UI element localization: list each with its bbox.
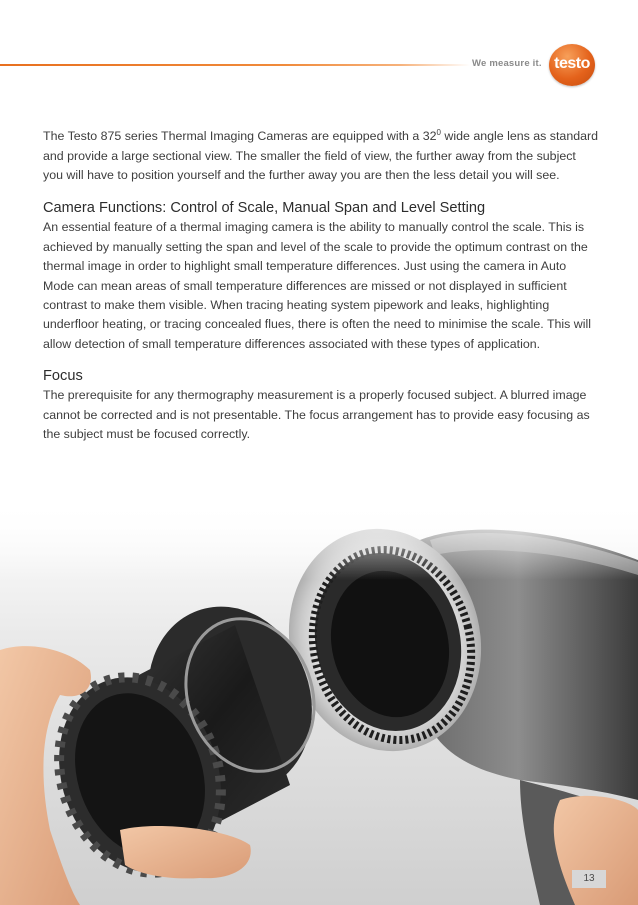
tagline: We measure it. [472,58,542,69]
logo-text: testo [554,55,590,72]
section-camera-functions [43,199,599,354]
testo-logo [549,44,595,86]
section-body: The prerequisite for any thermography measurement is a properly focused subject. A blurred image cannot be corrected and is not presentable. The focus arrangement has to provide easy focusing as the subject must be focused correctly. [43,388,590,441]
section-focus [43,367,599,444]
degree-superscript: 0 [436,128,441,137]
page-number: 13 [572,870,606,888]
section-body: An essential feature of a thermal imaging camera is the ability to manually control the scale. This is achieved by manually setting the span and level of the scale to provide the optimum contrast on the thermal image in order to highlight small temperature differences. Just using the camera in Auto Mode can mean areas of small temperature differences are missed or not displayed in sufficient contrast to make them visible. When tracing heating system pipework and leaks, highlighting underfloor heating, or tracing concealed flues, there is often the need to minimise the scale. This will allow detection of small temperature differences associated with these types of application. [43,220,592,351]
intro-text-start: The Testo 875 series Thermal Imaging Cameras are equipped with a 32 [43,129,437,144]
section-heading: Camera Functions: Control of Scale, Manual Span and Level Setting [43,200,486,217]
article-body [43,123,599,457]
section-heading: Focus [43,368,83,385]
photo-fade [0,500,638,580]
intro-paragraph [43,123,599,185]
header-rule [0,64,470,66]
intro-text-end: wide angle lens as standard and provide a large sectional view. The smaller the field of view, the further away from the subject you will have to position yourself and the further away you are then the less detail you will see. [43,129,599,182]
